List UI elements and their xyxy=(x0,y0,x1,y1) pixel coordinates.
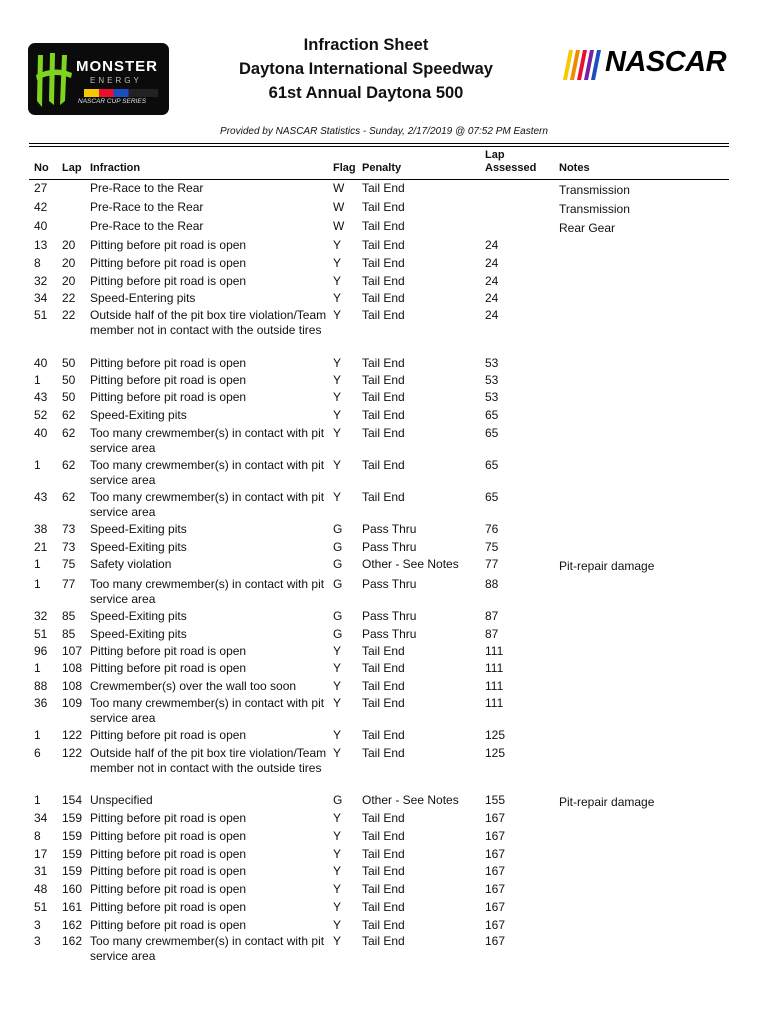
cell-assessed: 65 xyxy=(485,426,499,440)
cell-assessed: 24 xyxy=(485,256,499,270)
cell-infraction: Pitting before pit road is open xyxy=(90,644,247,658)
cell-infraction: Too many crewmember(s) in contact with pit service area xyxy=(90,458,325,487)
cell-flag: Y xyxy=(333,238,342,252)
cell-assessed: 24 xyxy=(485,291,499,305)
cell-infraction: Too many crewmember(s) in contact with pit service area xyxy=(90,934,325,963)
cell-flag: Y xyxy=(333,696,342,710)
col-penalty: Penalty xyxy=(362,162,402,174)
cell-lap: 162 xyxy=(62,934,83,948)
cell-lap: 154 xyxy=(62,793,83,807)
cell-no: 17 xyxy=(34,847,48,861)
cell-infraction: Speed-Exiting pits xyxy=(90,627,187,641)
cell-penalty: Tail End xyxy=(362,274,405,288)
cell-no: 6 xyxy=(34,746,41,760)
cell-no: 36 xyxy=(34,696,48,710)
cell-notes: Pit-repair damage xyxy=(559,559,655,573)
cell-flag: G xyxy=(333,557,343,571)
cell-lap: 73 xyxy=(62,540,76,554)
cell-flag: Y xyxy=(333,661,342,675)
cell-notes: Transmission xyxy=(559,202,630,216)
cell-lap: 85 xyxy=(62,627,76,641)
cell-no: 21 xyxy=(34,540,48,554)
cell-flag: Y xyxy=(333,864,342,878)
cell-lap: 159 xyxy=(62,864,83,878)
nascar-wordmark: NASCAR xyxy=(605,46,727,78)
cell-lap: 62 xyxy=(62,426,76,440)
cell-assessed: 65 xyxy=(485,408,499,422)
cell-flag: Y xyxy=(333,679,342,693)
cell-penalty: Tail End xyxy=(362,918,405,932)
cell-penalty: Tail End xyxy=(362,356,405,370)
cell-lap: 20 xyxy=(62,274,76,288)
cell-no: 13 xyxy=(34,238,48,252)
cell-infraction: Pitting before pit road is open xyxy=(90,390,247,404)
cell-flag: Y xyxy=(333,934,342,948)
cell-infraction: Pitting before pit road is open xyxy=(90,356,247,370)
cell-no: 1 xyxy=(34,728,41,742)
col-no: No xyxy=(34,162,49,174)
cell-notes: Transmission xyxy=(559,183,630,197)
cell-no: 1 xyxy=(34,557,41,571)
cell-penalty: Tail End xyxy=(362,644,405,658)
cell-flag: Y xyxy=(333,291,342,305)
cell-no: 51 xyxy=(34,627,48,641)
cell-assessed: 111 xyxy=(485,644,504,658)
cell-no: 32 xyxy=(34,609,48,623)
cell-assessed: 167 xyxy=(485,918,506,932)
cell-infraction: Too many crewmember(s) in contact with pit service area xyxy=(90,696,325,725)
cell-flag: G xyxy=(333,609,343,623)
cell-penalty: Tail End xyxy=(362,458,405,472)
cell-flag: G xyxy=(333,627,343,641)
col-notes: Notes xyxy=(559,162,590,174)
cell-lap: 20 xyxy=(62,238,76,252)
cell-assessed: 76 xyxy=(485,522,499,536)
cell-infraction: Pitting before pit road is open xyxy=(90,811,247,825)
cell-no: 34 xyxy=(34,811,48,825)
cell-flag: G xyxy=(333,540,343,554)
cell-assessed: 87 xyxy=(485,627,499,641)
cell-no: 38 xyxy=(34,522,48,536)
cell-infraction: Pitting before pit road is open xyxy=(90,918,247,932)
cell-lap: 109 xyxy=(62,696,83,710)
cell-flag: Y xyxy=(333,256,342,270)
monster-claw-icon xyxy=(34,51,74,109)
cell-infraction: Speed-Exiting pits xyxy=(90,522,187,536)
col-lap-assessed-1: Lap xyxy=(485,149,505,161)
cell-assessed: 24 xyxy=(485,238,499,252)
cell-flag: W xyxy=(333,200,345,214)
cell-penalty: Tail End xyxy=(362,696,405,710)
cell-infraction: Pitting before pit road is open xyxy=(90,274,247,288)
cell-flag: Y xyxy=(333,308,342,322)
cell-assessed: 24 xyxy=(485,308,499,322)
cell-flag: Y xyxy=(333,426,342,440)
cell-infraction: Pitting before pit road is open xyxy=(90,373,247,387)
cell-flag: G xyxy=(333,793,343,807)
cell-flag: Y xyxy=(333,829,342,843)
cell-no: 1 xyxy=(34,793,41,807)
cell-assessed: 111 xyxy=(485,696,504,710)
cell-assessed: 125 xyxy=(485,728,506,742)
cell-penalty: Tail End xyxy=(362,728,405,742)
cell-lap: 162 xyxy=(62,918,83,932)
cell-no: 1 xyxy=(34,661,41,675)
cell-no: 1 xyxy=(34,373,41,387)
col-lap-assessed-2: Assessed xyxy=(485,162,537,174)
cell-assessed: 167 xyxy=(485,882,506,896)
cell-flag: Y xyxy=(333,373,342,387)
header-rule-top-2 xyxy=(29,146,729,147)
cell-flag: Y xyxy=(333,728,342,742)
cell-penalty: Tail End xyxy=(362,746,405,760)
cell-assessed: 75 xyxy=(485,540,499,554)
cell-no: 40 xyxy=(34,426,48,440)
cell-assessed: 167 xyxy=(485,829,506,843)
cell-lap: 62 xyxy=(62,408,76,422)
cell-lap: 22 xyxy=(62,291,76,305)
cell-flag: W xyxy=(333,219,345,233)
cell-penalty: Other - See Notes xyxy=(362,793,459,807)
cell-no: 43 xyxy=(34,390,48,404)
col-infraction: Infraction xyxy=(90,162,141,174)
cell-penalty: Pass Thru xyxy=(362,577,417,591)
cell-penalty: Tail End xyxy=(362,426,405,440)
cell-flag: Y xyxy=(333,918,342,932)
nascar-logo xyxy=(563,46,727,82)
cell-penalty: Tail End xyxy=(362,864,405,878)
cell-infraction: Speed-Exiting pits xyxy=(90,609,187,623)
cell-flag: Y xyxy=(333,882,342,896)
energy-wordmark: ENERGY xyxy=(90,76,142,85)
cell-lap: 62 xyxy=(62,490,76,504)
cell-infraction: Pitting before pit road is open xyxy=(90,829,247,843)
cell-infraction: Pre-Race to the Rear xyxy=(90,219,204,233)
cell-penalty: Tail End xyxy=(362,238,405,252)
cell-no: 27 xyxy=(34,181,48,195)
cell-lap: 20 xyxy=(62,256,76,270)
nascar-bars-icon xyxy=(563,50,605,80)
cell-no: 51 xyxy=(34,308,48,322)
cell-penalty: Pass Thru xyxy=(362,627,417,641)
cell-no: 40 xyxy=(34,356,48,370)
cell-penalty: Tail End xyxy=(362,900,405,914)
sheet-title: Infraction Sheet xyxy=(303,36,429,54)
cell-lap: 22 xyxy=(62,308,76,322)
cell-lap: 122 xyxy=(62,728,83,742)
cell-no: 1 xyxy=(34,577,41,591)
cell-penalty: Pass Thru xyxy=(362,540,417,554)
cell-flag: Y xyxy=(333,390,342,404)
cell-assessed: 167 xyxy=(485,811,506,825)
cell-penalty: Tail End xyxy=(362,256,405,270)
cell-infraction: Pitting before pit road is open xyxy=(90,900,247,914)
cell-penalty: Tail End xyxy=(362,679,405,693)
cell-no: 52 xyxy=(34,408,48,422)
cell-lap: 122 xyxy=(62,746,83,760)
cell-assessed: 167 xyxy=(485,864,506,878)
cell-flag: Y xyxy=(333,847,342,861)
cell-no: 96 xyxy=(34,644,48,658)
cell-no: 3 xyxy=(34,918,41,932)
cell-no: 48 xyxy=(34,882,48,896)
cell-infraction: Pitting before pit road is open xyxy=(90,882,247,896)
cell-penalty: Tail End xyxy=(362,219,405,233)
cup-series-stripe xyxy=(84,89,158,97)
cell-notes: Rear Gear xyxy=(559,221,616,235)
cell-infraction: Safety violation xyxy=(90,557,172,571)
cell-infraction: Speed-Exiting pits xyxy=(90,540,187,554)
cell-penalty: Tail End xyxy=(362,490,405,504)
cell-infraction: Pitting before pit road is open xyxy=(90,728,247,742)
cell-assessed: 111 xyxy=(485,679,504,693)
cell-penalty: Other - See Notes xyxy=(362,557,459,571)
cell-lap: 62 xyxy=(62,458,76,472)
cell-penalty: Tail End xyxy=(362,934,405,948)
cell-lap: 159 xyxy=(62,829,83,843)
cell-no: 32 xyxy=(34,274,48,288)
cell-penalty: Tail End xyxy=(362,308,405,322)
cell-no: 3 xyxy=(34,934,41,948)
cell-penalty: Pass Thru xyxy=(362,609,417,623)
cell-penalty: Tail End xyxy=(362,291,405,305)
cell-lap: 50 xyxy=(62,356,76,370)
monster-wordmark: MONSTER xyxy=(76,58,158,75)
cell-no: 1 xyxy=(34,458,41,472)
cell-infraction: Pitting before pit road is open xyxy=(90,864,247,878)
cell-infraction: Pre-Race to the Rear xyxy=(90,200,204,214)
cell-penalty: Tail End xyxy=(362,373,405,387)
cell-flag: Y xyxy=(333,408,342,422)
cell-assessed: 53 xyxy=(485,373,499,387)
cell-infraction: Speed-Entering pits xyxy=(90,291,196,305)
cell-penalty: Tail End xyxy=(362,847,405,861)
cell-flag: Y xyxy=(333,458,342,472)
cell-lap: 160 xyxy=(62,882,83,896)
cell-flag: Y xyxy=(333,490,342,504)
col-lap: Lap xyxy=(62,162,82,174)
cell-infraction: Pitting before pit road is open xyxy=(90,661,247,675)
cell-penalty: Tail End xyxy=(362,200,405,214)
cell-no: 8 xyxy=(34,829,41,843)
provided-by-line: Provided by NASCAR Statistics - Sunday, 2/17/2019 @ 07:52 PM Eastern xyxy=(220,126,548,137)
cell-assessed: 65 xyxy=(485,458,499,472)
cell-infraction: Outside half of the pit box tire violation/Team member not in contact with the outside tires xyxy=(90,746,327,775)
cell-lap: 108 xyxy=(62,661,83,675)
cell-infraction: Pitting before pit road is open xyxy=(90,847,247,861)
cell-no: 40 xyxy=(34,219,48,233)
cell-flag: G xyxy=(333,577,343,591)
cell-penalty: Tail End xyxy=(362,829,405,843)
cell-infraction: Too many crewmember(s) in contact with pit service area xyxy=(90,490,325,519)
speedway-title: Daytona International Speedway xyxy=(239,60,493,78)
header-rule-bottom xyxy=(29,179,729,180)
cell-penalty: Tail End xyxy=(362,181,405,195)
cell-flag: Y xyxy=(333,274,342,288)
cell-assessed: 77 xyxy=(485,557,499,571)
cell-assessed: 167 xyxy=(485,934,506,948)
cell-lap: 107 xyxy=(62,644,83,658)
cell-assessed: 53 xyxy=(485,356,499,370)
col-flag: Flag xyxy=(333,162,356,174)
cell-assessed: 53 xyxy=(485,390,499,404)
cell-infraction: Too many crewmember(s) in contact with pit service area xyxy=(90,577,325,606)
cell-lap: 77 xyxy=(62,577,76,591)
cell-penalty: Tail End xyxy=(362,390,405,404)
cell-lap: 73 xyxy=(62,522,76,536)
cell-no: 88 xyxy=(34,679,48,693)
cell-assessed: 167 xyxy=(485,900,506,914)
cell-penalty: Pass Thru xyxy=(362,522,417,536)
cell-infraction: Pre-Race to the Rear xyxy=(90,181,204,195)
cell-flag: Y xyxy=(333,811,342,825)
cell-infraction: Speed-Exiting pits xyxy=(90,408,187,422)
cell-lap: 161 xyxy=(62,900,83,914)
cell-infraction: Unspecified xyxy=(90,793,153,807)
cell-infraction: Crewmember(s) over the wall too soon xyxy=(90,679,297,693)
cell-lap: 85 xyxy=(62,609,76,623)
cell-infraction: Pitting before pit road is open xyxy=(90,238,247,252)
cell-flag: Y xyxy=(333,900,342,914)
cell-flag: G xyxy=(333,522,343,536)
cell-lap: 159 xyxy=(62,847,83,861)
cell-assessed: 24 xyxy=(485,274,499,288)
cell-notes: Pit-repair damage xyxy=(559,795,655,809)
cell-no: 43 xyxy=(34,490,48,504)
cell-no: 8 xyxy=(34,256,41,270)
cell-lap: 75 xyxy=(62,557,76,571)
monster-energy-logo xyxy=(28,43,169,115)
cell-assessed: 167 xyxy=(485,847,506,861)
cup-series-wordmark: NASCAR CUP SERIES xyxy=(78,98,147,105)
cell-infraction: Too many crewmember(s) in contact with pit service area xyxy=(90,426,325,455)
cell-flag: Y xyxy=(333,644,342,658)
cell-lap: 108 xyxy=(62,679,83,693)
cell-assessed: 125 xyxy=(485,746,506,760)
cell-no: 51 xyxy=(34,900,48,914)
cell-infraction: Outside half of the pit box tire violation/Team member not in contact with the outside tires xyxy=(90,308,327,337)
cell-penalty: Tail End xyxy=(362,811,405,825)
cell-assessed: 111 xyxy=(485,661,504,675)
race-title: 61st Annual Daytona 500 xyxy=(268,84,464,102)
cell-penalty: Tail End xyxy=(362,408,405,422)
cell-assessed: 87 xyxy=(485,609,499,623)
cell-no: 42 xyxy=(34,200,48,214)
cell-penalty: Tail End xyxy=(362,661,405,675)
cell-penalty: Tail End xyxy=(362,882,405,896)
cell-flag: Y xyxy=(333,746,342,760)
cell-flag: W xyxy=(333,181,345,195)
cell-assessed: 88 xyxy=(485,577,499,591)
cell-assessed: 65 xyxy=(485,490,499,504)
cell-flag: Y xyxy=(333,356,342,370)
cell-assessed: 155 xyxy=(485,793,506,807)
cell-lap: 50 xyxy=(62,390,76,404)
cell-no: 31 xyxy=(34,864,48,878)
cell-lap: 50 xyxy=(62,373,76,387)
cell-infraction: Pitting before pit road is open xyxy=(90,256,247,270)
cell-lap: 159 xyxy=(62,811,83,825)
header-rule-top-1 xyxy=(29,143,729,144)
cell-no: 34 xyxy=(34,291,48,305)
